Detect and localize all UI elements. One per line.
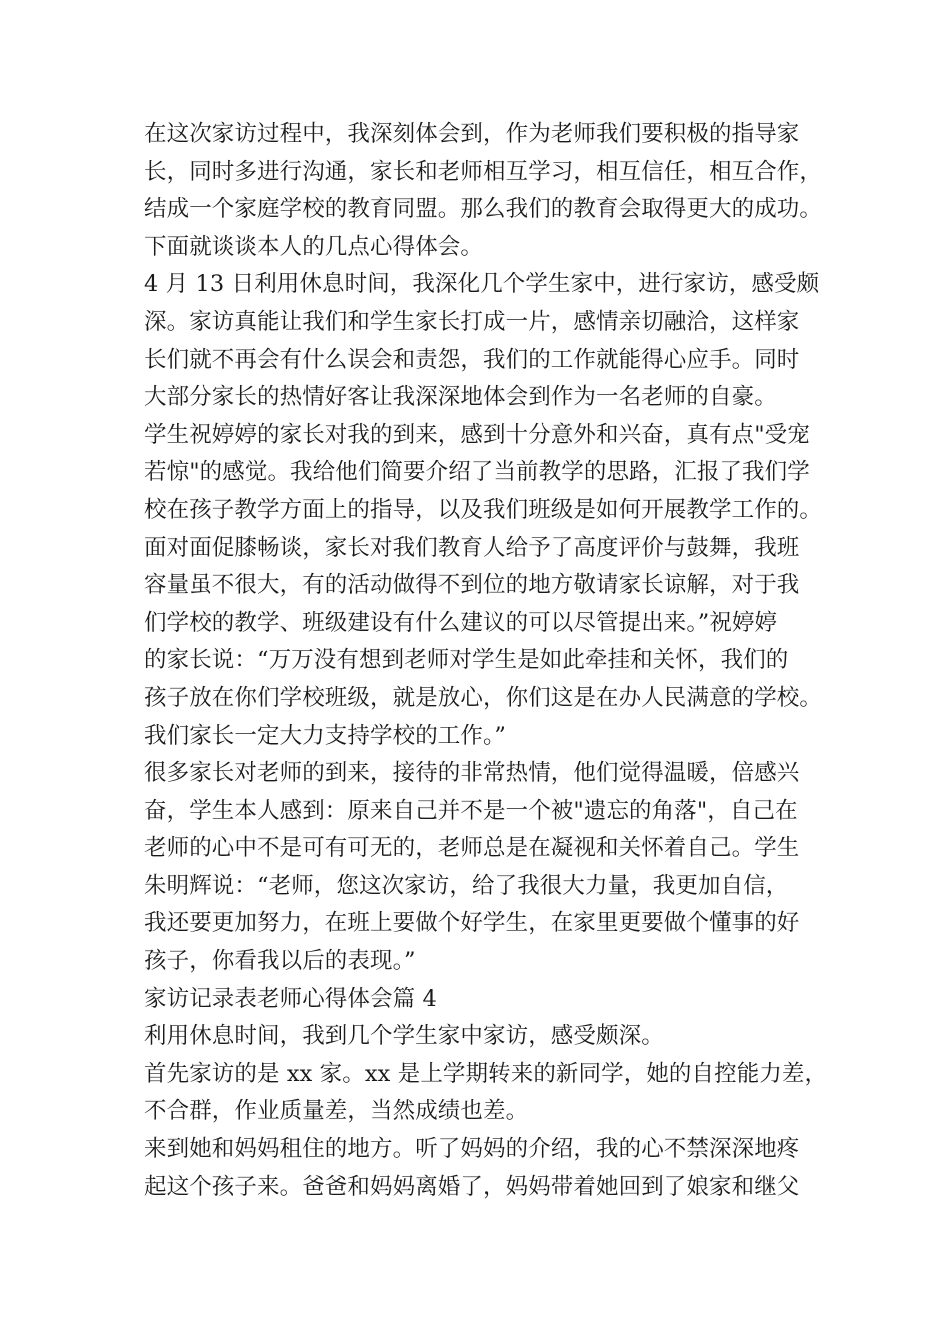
text-line: 孩子放在你们学校班级，就是放心，你们这是在办人民满意的学校。 xyxy=(144,684,823,711)
text-line: 我们家长一定大力支持学校的工作。” xyxy=(144,722,506,749)
text-line: 4 月 13 日利用休息时间，我深化几个学生家中，进行家访，感受颇 xyxy=(144,271,820,298)
text-line: 在这次家访过程中，我深刻体会到，作为老师我们要积极的指导家 xyxy=(144,121,800,147)
text-line: 下面就谈谈本人的几点心得体会。 xyxy=(144,233,484,260)
text-line: 来到她和妈妈租住的地方。听了妈妈的介绍，我的心不禁深深地疼 xyxy=(144,1136,800,1163)
text-line: 学生祝婷婷的家长对我的到来，感到十分意外和兴奋，真有点"受宠 xyxy=(144,421,810,448)
text-line: 面对面促膝畅谈，家长对我们教育人给予了高度评价与鼓舞，我班 xyxy=(144,534,800,561)
text-line: 结成一个家庭学校的教育同盟。那么我们的教育会取得更大的成功。 xyxy=(144,196,823,223)
text-line: 深。家访真能让我们和学生家长打成一片，感情亲切融洽，这样家 xyxy=(144,308,800,335)
text-line: 很多家长对老师的到来，接待的非常热情，他们觉得温暖，倍感兴 xyxy=(144,760,800,787)
text-line: 的家长说：“万万没有想到老师对学生是如此牵挂和关怀，我们的 xyxy=(144,647,789,674)
section-heading: 家访记录表老师心得体会篇 4 xyxy=(144,985,437,1012)
text-line: 奋，学生本人感到：原来自己并不是一个被"遗忘的角落"，自己在 xyxy=(144,797,798,824)
text-line: 不合群，作业质量差，当然成绩也差。 xyxy=(144,1098,529,1125)
text-line: 若惊"的感觉。我给他们简要介绍了当前教学的思路，汇报了我们学 xyxy=(144,459,810,486)
text-line: 利用休息时间，我到几个学生家中家访，感受颇深。 xyxy=(144,1023,664,1050)
text-line: 老师的心中不是可有可无的，老师总是在凝视和关怀着自己。学生 xyxy=(144,835,800,862)
text-line: 大部分家长的热情好客让我深深地体会到作为一名老师的自豪。 xyxy=(144,384,777,411)
text-line: 孩子，你看我以后的表现。” xyxy=(144,948,416,975)
text-line: 朱明辉说：“老师，您这次家访，给了我很大力量，我更加自信， xyxy=(144,872,789,899)
text-line: 们学校的教学、班级建设有什么建议的可以尽管提出来。”祝婷婷 xyxy=(144,609,778,636)
document-body xyxy=(144,116,834,1206)
text-line: 容量虽不很大，有的活动做得不到位的地方敬请家长谅解，对于我 xyxy=(144,572,800,599)
text-line: 首先家访的是 xx 家。xx 是上学期转来的新同学，她的自控能力差， xyxy=(144,1060,828,1087)
text-line: 长们就不再会有什么误会和责怨，我们的工作就能得心应手。同时 xyxy=(144,346,800,373)
text-line: 长，同时多进行沟通，家长和老师相互学习，相互信任，相互合作， xyxy=(144,158,823,185)
text-line: 我还要更加努力，在班上要做个好学生，在家里更要做个懂事的好 xyxy=(144,910,800,937)
text-line: 起这个孩子来。爸爸和妈妈离婚了，妈妈带着她回到了娘家和继父 xyxy=(144,1173,800,1200)
text-line: 校在孩子教学方面上的指导，以及我们班级是如何开展教学工作的。 xyxy=(144,496,823,523)
